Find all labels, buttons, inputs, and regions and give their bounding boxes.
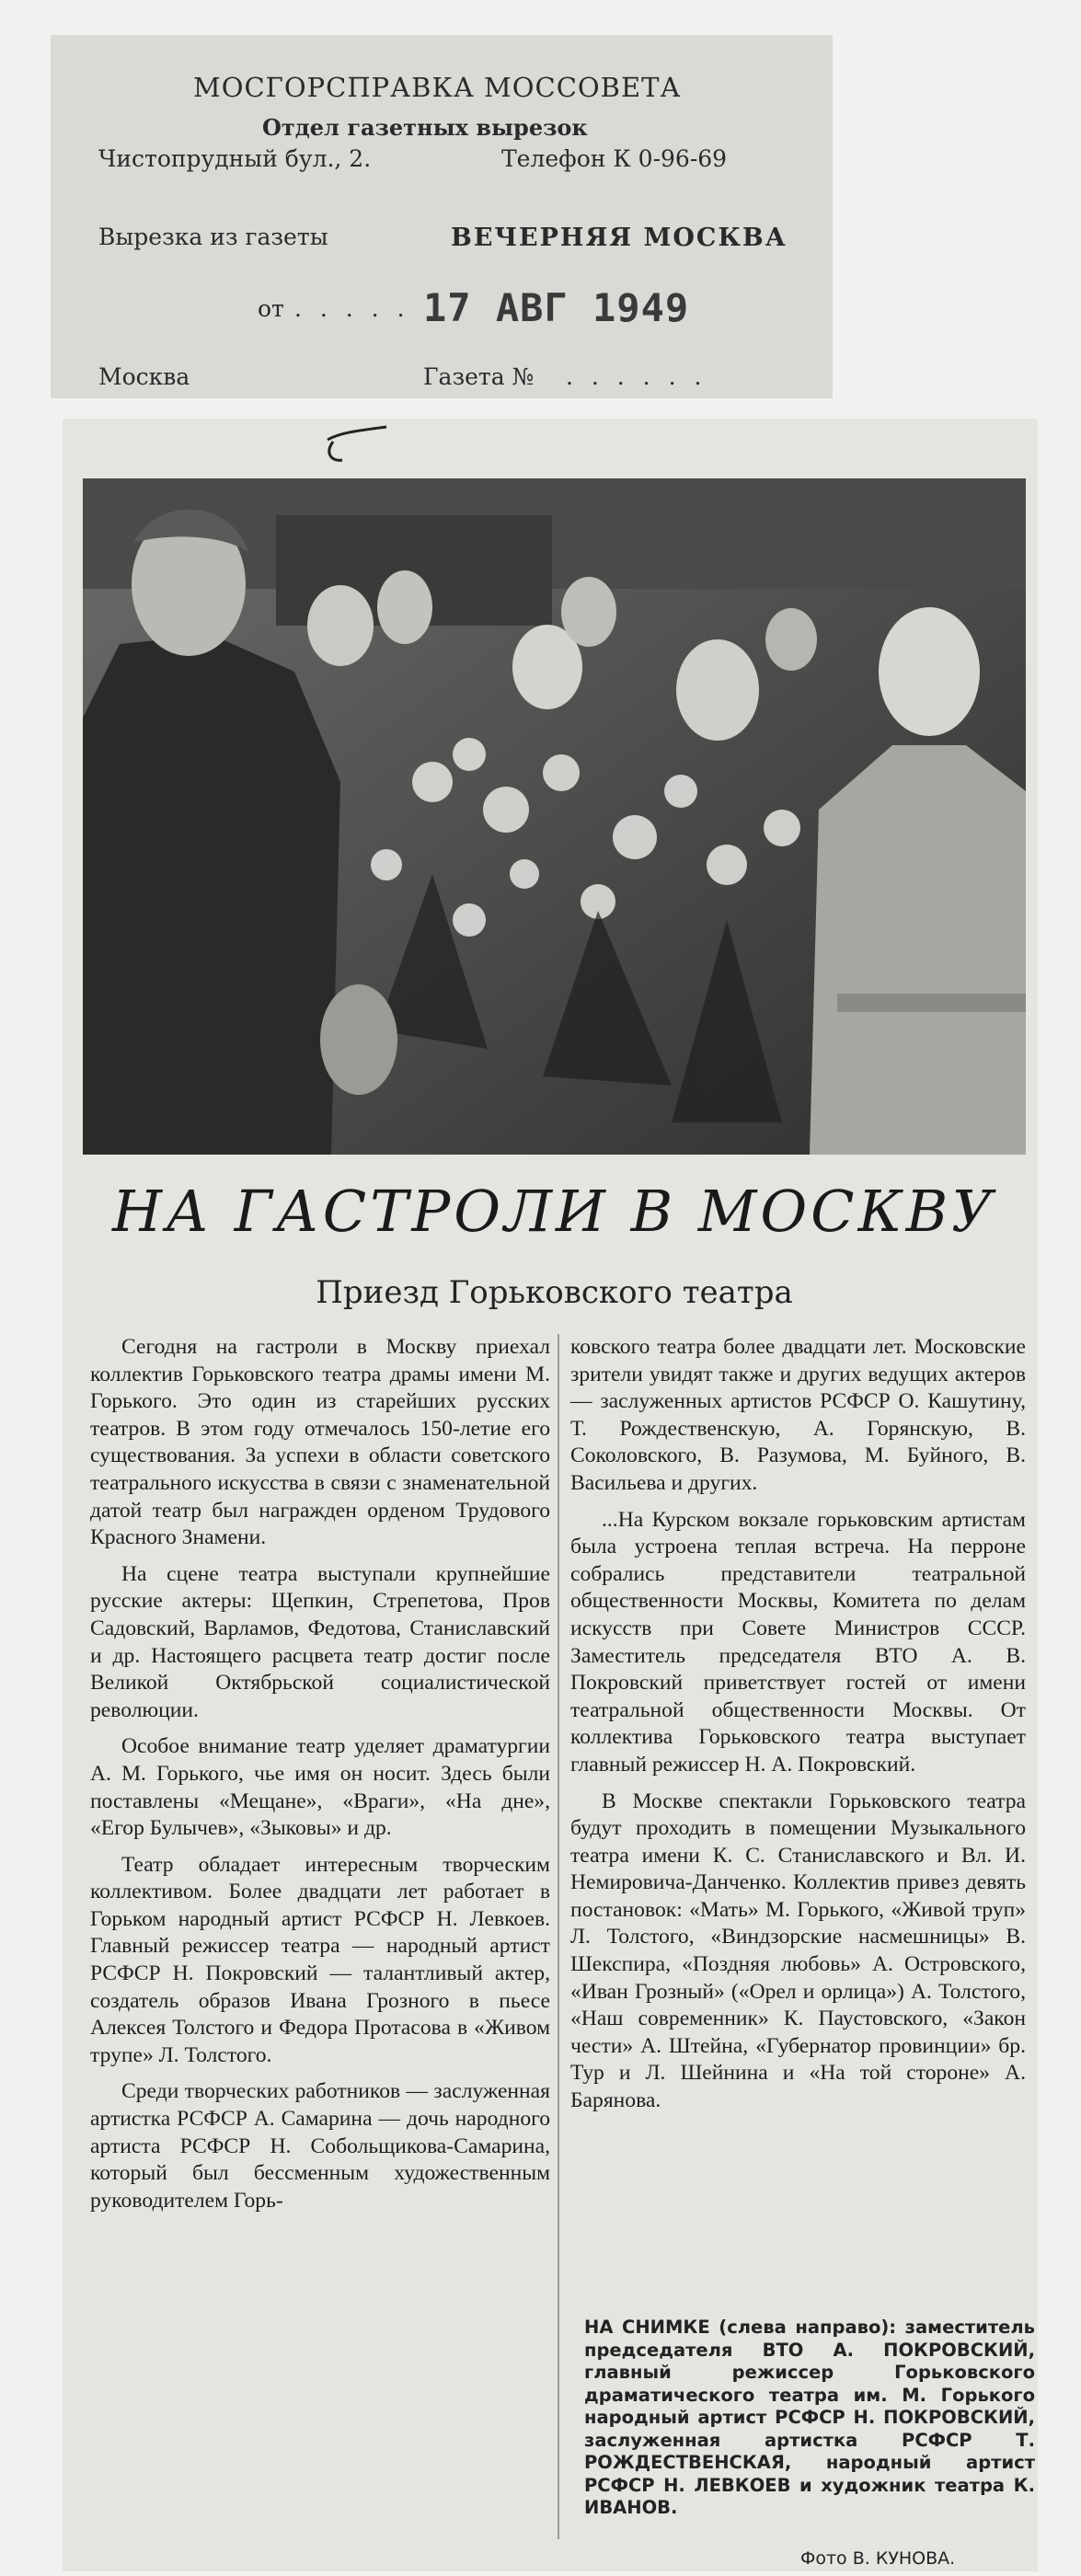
address: Чистопрудный бул., 2.: [98, 145, 372, 172]
article-paragraph: Сегодня на гастроли в Москву приехал коллектив Горьковского театра драмы имени М. Горького. Это один из старейших русских театров. В этом году отмечалось 150-летие его существования. За успехи в области советского театрального искусства в связи с знаменательной датой театр был награжден орденом Трудового Красного Знамени.: [90, 1335, 550, 1550]
department-name: Отдел газетных вырезок: [262, 114, 588, 141]
article-paragraph: Среди творческих работников — заслуженная артистка РСФСР А. Самарина — дочь народного артиста РСФСР Н. Собольщикова-Самарина, который был бессменным художественным руководителем Горь-: [90, 2079, 550, 2213]
article-paragraph: ковского театра более двадцати лет. Московские зрители увидят также и других ведущих актеров — заслуженных артистов РСФСР О. Кашутину, Т. Рождественскую, А. Горянскую, В. Соколовского, В. Разумова, М. Буйного, В. Васильева и других.: [570, 1335, 1026, 1495]
date-dots: . . . . .: [294, 295, 410, 322]
date-prefix: от: [258, 295, 284, 322]
pen-mark-icon: [322, 423, 396, 478]
article-paragraph: На сцене театра выступали крупнейшие русские актеры: Щепкин, Стрепетова, Пров Садовский, Варламов, Федотова, Станиславский и др. Настоящего расцвета театр достиг после Великой Октябрьской социалистической революции.: [90, 1561, 550, 1722]
article-paragraph: Театр обладает интересным творческим коллективом. Более двадцати лет работает в Горьком народный артист РСФСР Н. Левкоев. Главный режиссер театра — народный артист РСФСР Н. Покровский — талантливый актер, создатель образов Ивана Грозного в пьесе Алексея Толстого и Федора Протасова в «Живом трупе» Л. Толстого.: [90, 1852, 550, 2067]
photo-caption: НА СНИМКЕ (слева направо): заместитель председателя ВТО А. ПОКРОВСКИЙ, главный режиссер Горьковского драматического театра им. М. Горького народный артист РСФСР Н. ПОКРОВСКИЙ, заслуженная артистка РСФСР Т. РОЖДЕСТВЕНСКАЯ, народный артист РСФСР Н. ЛЕВКОЕВ и художник театра К. ИВАНОВ.: [584, 2317, 1035, 2518]
city: Москва: [98, 363, 190, 390]
headline: НА ГАСТРОЛИ В МОСКВУ: [112, 1178, 996, 1245]
photo-illustration: [83, 478, 1026, 1155]
newspaper-name: ВЕЧЕРНЯЯ МОСКВА: [451, 224, 788, 252]
phone: Телефон К 0-96-69: [501, 145, 728, 172]
group-photo: [83, 478, 1026, 1155]
article-paragraph: ...На Курском вокзале горьковским артистам была устроена теплая встреча. На перроне собрались представители театральной общественности Москвы, Комитета по делам искусств при Совете Министров СССР. Заместитель председателя ВТО А. В. Покровский приветствует гостей от имени театральной общественности Москвы. От коллектива Горьковского театра выступает главный режиссер Н. А. Покровский.: [570, 1507, 1026, 1777]
article-column-2: [570, 1334, 1026, 2124]
article-column-1: [90, 1334, 550, 2224]
clipping-bureau-stamp: [51, 35, 833, 398]
photo-credit: Фото В. КУНОВА.: [800, 2548, 956, 2569]
issue-dots: . . . . . .: [566, 363, 707, 390]
clipping-from-label: Вырезка из газеты: [98, 224, 328, 250]
date-stamp: 17 АВГ 1949: [423, 285, 690, 330]
article-paragraph: Особое внимание театр уделяет драматургии А. М. Горького, чье имя он носит. Здесь были поставлены «Мещане», «Враги», «На дне», «Егор Булычев», «Зыковы» и др.: [90, 1734, 550, 1841]
issue-label: Газета №: [423, 363, 535, 390]
article-paragraph: В Москве спектакли Горьковского театра будут проходить в помещении Музыкального театра имени К. С. Станиславского и Вл. И. Немировича-Данченко. Коллектив привез девять постановок: «Мать» М. Горького, «Живой труп» Л. Толстого, «Виндзорские насмешницы» В. Шекспира, «Поздняя любовь» А. Островского, «Иван Грозный» («Орел и орлица») А. Толстого, «Наш современник» К. Паустовского, «Закон чести» А. Штейна, «Губернатор провинции» бр. Тур и Л. Шейнина и «На той стороне» А. Барянова.: [570, 1788, 1026, 2113]
org-name: МОСГОРСПРАВКА МОССОВЕТА: [193, 72, 682, 103]
column-divider: [558, 1334, 559, 2539]
subheadline: Приезд Горьковского театра: [316, 1274, 793, 1311]
